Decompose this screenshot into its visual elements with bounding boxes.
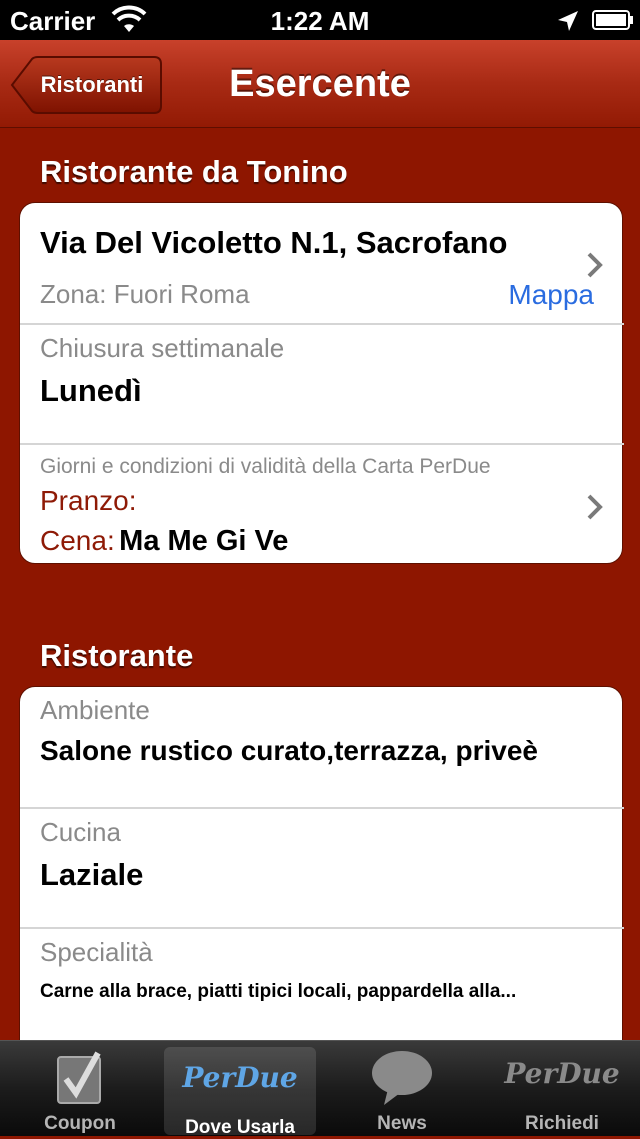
perdue-logo-icon [504,1055,620,1095]
back-button-label: Ristoranti [40,72,144,97]
validity-cell[interactable] [20,443,624,565]
svg-text:PerDue: PerDue [504,1057,620,1090]
validity-label: Giorni e condizioni di validità della Carta PerDue [40,455,491,478]
tab-label: Dove Usarla [185,1117,295,1138]
chevron-right-icon [586,493,604,521]
tab-dove-usarla[interactable] [164,1047,316,1138]
status-bar [0,0,640,40]
back-button[interactable] [10,56,162,114]
section-title-restaurant-name: Ristorante da Tonino [40,154,348,189]
specialty-value: Carne alla brace, piatti tipici locali, pappardella alla... [40,981,517,1002]
tab-label: Coupon [44,1113,116,1134]
dinner-label: Cena: [40,525,115,556]
ambience-label: Ambiente [40,695,150,725]
lunch-label: Pranzo: [40,485,137,516]
dinner-row [40,525,288,558]
chevron-right-icon [586,251,604,279]
section-title-restaurant: Ristorante [40,638,194,673]
lunch-row [40,485,137,518]
dinner-value: Ma Me Gi Ve [119,525,289,557]
cuisine-label: Cucina [40,817,121,847]
map-link[interactable]: Mappa [508,279,594,310]
navigation-bar [0,40,640,128]
svg-text:PerDue: PerDue [182,1061,298,1094]
address-text: Via Del Vicoletto N.1, Sacrofano [40,225,508,260]
page-title: Esercente [229,63,411,105]
tab-richiedi[interactable] [486,1041,638,1137]
specialty-label: Specialità [40,937,153,967]
cuisine-cell [20,807,624,927]
ambience-cell [20,687,624,807]
status-time: 1:22 AM [270,6,370,36]
tab-label: Richiedi [525,1113,599,1134]
tab-coupon[interactable] [4,1041,156,1137]
tab-label: News [377,1113,427,1134]
location-arrow-icon [556,9,580,33]
tab-bar [0,1040,640,1136]
closing-day-label: Chiusura settimanale [40,333,285,363]
speech-bubble-icon [370,1049,434,1109]
closing-day-value: Lunedì [40,373,142,408]
ambience-value: Salone rustico curato,terrazza, priveè [40,735,538,766]
carrier-label: Carrier [10,6,96,36]
zone-text: Zona: Fuori Roma [40,279,250,309]
checkbox-icon [54,1047,106,1109]
restaurant-details-card [19,686,623,1066]
closing-day-cell [20,323,624,443]
cuisine-value: Laziale [40,857,144,892]
battery-icon [592,10,634,30]
info-card [19,202,623,564]
tab-news[interactable] [326,1041,478,1137]
address-cell[interactable] [20,203,624,323]
perdue-logo-icon [182,1059,298,1099]
